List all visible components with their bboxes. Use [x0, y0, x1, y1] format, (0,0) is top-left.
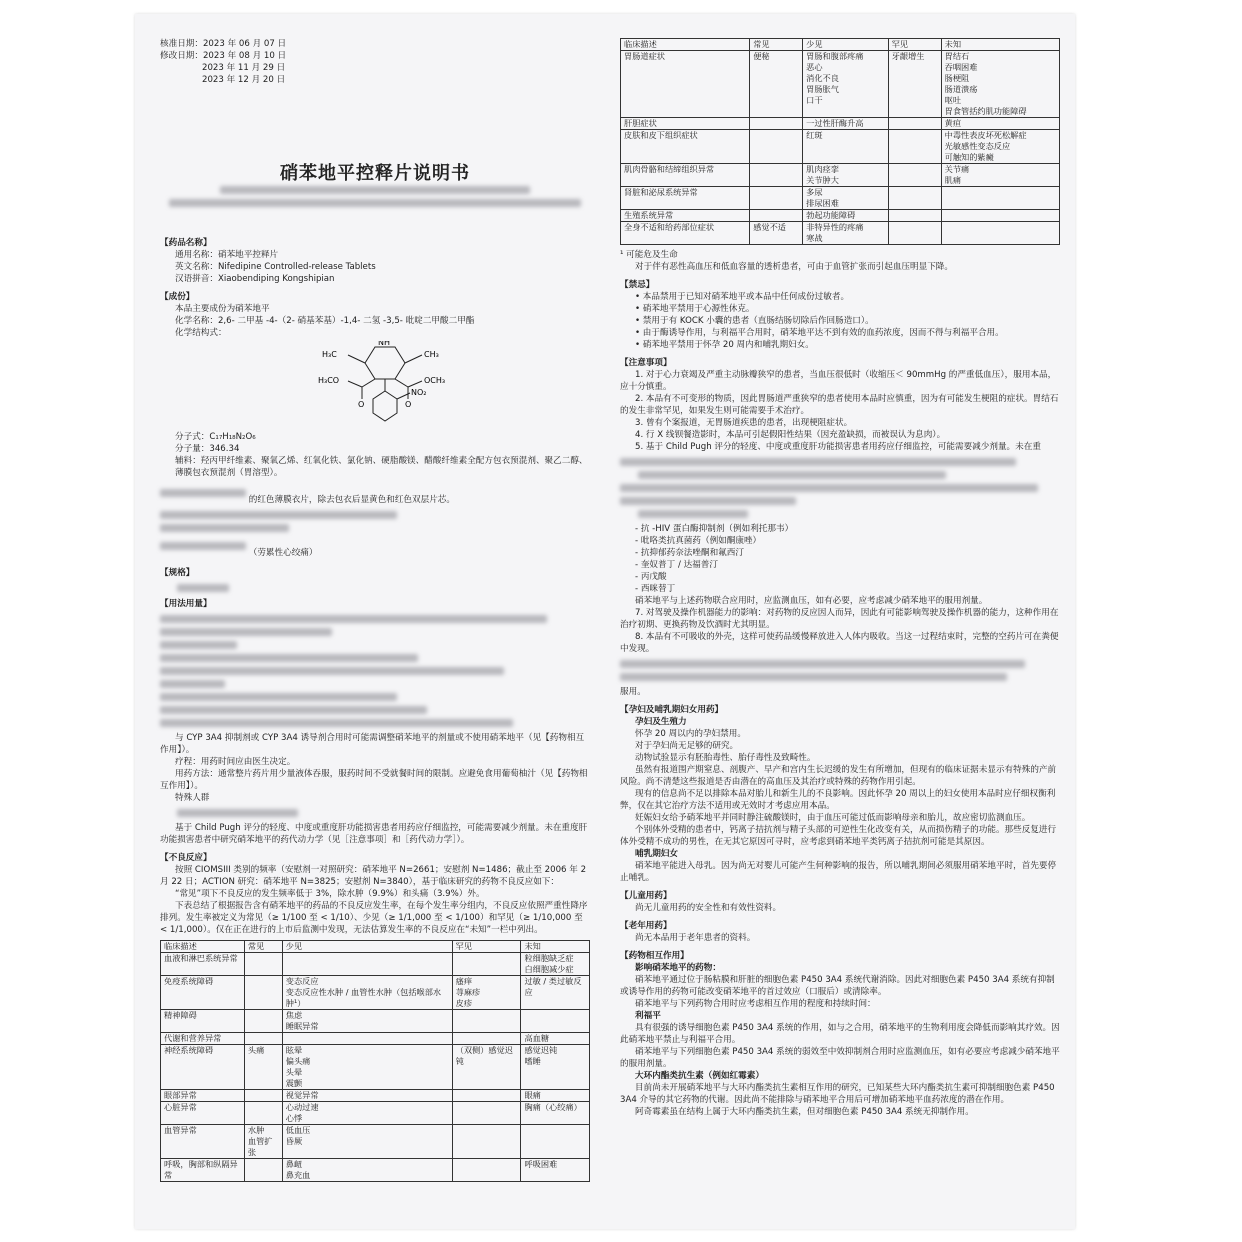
- redacted-text: [620, 673, 1007, 681]
- appearance-text: 的红色薄膜衣片，除去包衣后显黄色和红色双层片芯。: [248, 495, 455, 505]
- table-cell: 胃结石 吞咽困难 肠梗阻 肠道溃疡 呕吐 胃食管括约肌功能障碍: [941, 51, 1059, 118]
- table-cell: 眼痛: [521, 1090, 590, 1102]
- right-column: [620, 38, 1060, 1118]
- table-header-cell: 罕见: [888, 39, 941, 51]
- table-cell: [521, 1125, 590, 1159]
- table-cell: 神经系统障碍: [161, 1045, 245, 1090]
- table-cell: 一过性肝酶升高: [803, 118, 889, 130]
- table-cell: [888, 164, 941, 187]
- precaution-item: 1. 对于心力衰竭及严重主动脉瓣狭窄的患者，当血压很低时（收缩压＜ 90mmHg 的严重低血压），服用本品，应十分慎重。: [620, 370, 1057, 392]
- table-header-cell: 未知: [521, 941, 590, 953]
- ester-left-label: H₃CO: [318, 376, 340, 385]
- table-cell: 过敏 / 类过敏反应: [521, 976, 590, 1010]
- redacted-text: [160, 511, 397, 519]
- redacted-text: [620, 660, 1025, 668]
- table-cell: 胃肠和腹部疼痛 恶心 消化不良 胃肠胀气 口干: [803, 51, 889, 118]
- interactions-line: 硝苯地平与下列药物合用时应考虑相互作用的程度和持续时间：: [635, 999, 876, 1009]
- pinyin-name: 汉语拼音：Xiaobendiping Kongshipian: [175, 274, 335, 284]
- redacted-text: [160, 654, 418, 662]
- excipients: 辅料：羟丙甲纤维素、聚氧乙烯、红氧化铁、氯化钠、硬脂酸镁、醋酸纤维素全配方包衣预混剂、聚乙二醇、薄膜包衣预混剂（胃溶型）。: [175, 456, 588, 478]
- table-cell: [244, 1033, 282, 1045]
- elderly-header: 【老年用药】: [620, 921, 672, 931]
- table-cell: 多尿 排尿困难: [803, 187, 889, 210]
- table-header-cell: 临床描述: [621, 39, 750, 51]
- modified-date: 2023 年 11 月 29 日: [202, 63, 286, 73]
- table-cell: 视觉异常: [282, 1090, 452, 1102]
- pregnancy-line: 动物试验显示有胚胎毒性、胎仔毒性及致畸性。: [635, 753, 816, 763]
- redacted-text: [160, 667, 504, 675]
- table-header-cell: 常见: [750, 39, 803, 51]
- table-cell: （双侧）感觉迟钝: [452, 1045, 521, 1090]
- table-header-cell: 未知: [941, 39, 1059, 51]
- table-cell: 血液和淋巴系统异常: [161, 953, 245, 976]
- usage-header: 【用法用量】: [160, 599, 212, 609]
- table-cell: 肌肉骨骼和结缔组织异常: [621, 164, 750, 187]
- pregnancy-line: 个别体外受精的患者中，钙离子拮抗剂与精子头部的可逆性生化改变有关，从而损伤精子的功能。那些反复进行体外受精不成功的男性，在无其它原因可寻时，应考虑到硝苯地平类钙离子拮抗剂可能是其原因。: [620, 825, 1057, 847]
- ester-right-label: OCH₃: [424, 376, 446, 385]
- usage-line: 与 CYP 3A4 抑制剂或 CYP 3A4 诱导剂合用时可能需调整硝苯地平的剂量或不使用硝苯地平（见【药物相互作用】）。: [160, 733, 585, 755]
- table-cell: 全身不适和给药部位症状: [621, 222, 750, 245]
- generic-name: 通用名称：硝苯地平控释片: [175, 250, 279, 260]
- table-cell: [282, 953, 452, 976]
- redacted-text: [160, 489, 246, 497]
- table-cell: [750, 130, 803, 164]
- table-cell: 焦虑 睡眠异常: [282, 1010, 452, 1033]
- table-cell: 呼吸困难: [521, 1159, 590, 1182]
- table-cell: 中毒性表皮坏死松解症 光敏感性变态反应 可触知的紫癜: [941, 130, 1059, 164]
- table-cell: [888, 222, 941, 245]
- table-cell: [750, 118, 803, 130]
- usage-line: 疗程：用药时间应由医生决定。: [175, 757, 296, 767]
- oxygen-left-label: O: [358, 400, 365, 409]
- usage-line: 用药方法：通常整片药片用少量液体吞服，服药时间不受就餐时间的限制。应避免食用葡萄柚汁（见【药物相互作用】）。: [160, 769, 588, 791]
- methyl-right-label: CH₃: [424, 350, 439, 359]
- precaution-item: 硝苯地平与上述药物联合应用时，应监测血压，如有必要，应考虑减少硝苯地平的服用剂量。: [635, 596, 988, 606]
- table-row: [161, 1090, 590, 1102]
- elderly-text: 尚无本品用于老年患者的资料。: [635, 933, 756, 943]
- oxygen-right-label: O: [405, 400, 412, 409]
- redacted-text: [160, 615, 547, 623]
- contraindication-item: • 本品禁用于已知对硝苯地平或本品中任何成份过敏者。: [635, 292, 850, 302]
- table-cell: [244, 1090, 282, 1102]
- interacting-drug: - 西咪替丁: [635, 584, 676, 594]
- left-column: [160, 38, 590, 1182]
- adverse-intro: 下表总结了根据报告含有硝苯地平的药品的不良反应发生率，在每个发生率分组内，不良反应依照严重性降序排列。发生率被定义为常见（≥ 1/100 至 < 1/10）、少见（≥ 1/1,000 至 < 1/100）和罕见（≥ 1/10,000 至 < 1/1,000）。仅在正在进行的上市后监测中发现，无法估算发生率的不良反应在“未知”一栏中列出。: [160, 901, 588, 935]
- adverse-table-part1: [160, 940, 590, 1182]
- adverse-table-part2: [620, 38, 1060, 245]
- redacted-text: [638, 471, 946, 479]
- table-cell: [888, 210, 941, 222]
- children-header: 【儿童用药】: [620, 891, 672, 901]
- interactions-subheader: 影响硝苯地平的药物：: [635, 963, 721, 973]
- table-cell: [452, 1010, 521, 1033]
- redacted-text: [620, 458, 1016, 466]
- table-cell: [452, 953, 521, 976]
- redacted-text: [177, 584, 229, 592]
- pregnancy-line: 对于孕妇尚无足够的研究。: [635, 741, 739, 751]
- table-row: [161, 953, 590, 976]
- interactions-line: 目前尚未开展硝苯地平与大环内酯类抗生素相互作用的研究，已知某些大环内酯类抗生素可抑制细胞色素 P450 3A4 介导的其它药物的代谢。因此尚不能排除与硝苯地平合用后可增加硝苯地平血药浓度的潜在作用。: [620, 1083, 1055, 1105]
- table-cell: 生殖系统异常: [621, 210, 750, 222]
- revision-dates: [160, 38, 590, 86]
- table-cell: 低血压 昏厥: [282, 1125, 452, 1159]
- molecular-weight: 分子量：346.34: [175, 444, 240, 454]
- contraindication-item: • 由于酶诱导作用，与利福平合用时，硝苯地平达不到有效的血药浓度，因而不得与利福平合用。: [635, 328, 1004, 338]
- redacted-text: [160, 680, 225, 688]
- table-row: [621, 164, 1060, 187]
- table-cell: 牙龈增生: [888, 51, 941, 118]
- table-header-cell: 临床描述: [161, 941, 245, 953]
- table-cell: 精神障碍: [161, 1010, 245, 1033]
- interactions-line: 阿奇霉素虽在结构上属于大环内酯类抗生素，但对细胞色素 P450 3A4 系统无抑制作用。: [635, 1107, 974, 1117]
- redacted-text: [169, 199, 582, 207]
- redacted-text: [160, 641, 237, 649]
- table-row: [161, 1010, 590, 1033]
- table-cell: [244, 976, 282, 1010]
- redacted-text: [160, 706, 427, 714]
- table-cell: 肝胆症状: [621, 118, 750, 130]
- table-cell: [750, 164, 803, 187]
- table-cell: [750, 187, 803, 210]
- pregnancy-header: 【孕妇及哺乳期妇女用药】: [620, 705, 724, 715]
- english-name: 英文名称：Nifedipine Controlled-release Tablets: [175, 262, 376, 272]
- table-cell: 感觉不适: [750, 222, 803, 245]
- table-cell: 红斑: [803, 130, 889, 164]
- adverse-intro: 按照 CIOMSIII 类别的频率（安慰剂一对照研究：硝苯地平 N=2661；安慰剂 N=1486；截止至 2006 年 2 月 22 日；ACTION 研究：硝苯地平 N=3825；安慰剂 N=3840），基于临床研究的药物不良反应如下：: [160, 865, 587, 887]
- table-cell: 眩晕 偏头痛 头晕 震颤: [282, 1045, 452, 1090]
- table-cell: 眼部异常: [161, 1090, 245, 1102]
- table-cell: 非特异性的疼痛 寒战: [803, 222, 889, 245]
- table-cell: [452, 1125, 521, 1159]
- table-cell: [888, 118, 941, 130]
- table-cell: 肌肉痉挛 关节肿大: [803, 164, 889, 187]
- redacted-text: [160, 542, 246, 550]
- table-header-cell: 常见: [244, 941, 282, 953]
- table-header-cell: 罕见: [452, 941, 521, 953]
- pregnancy-line: 虽然有报道围产期窒息、剖腹产、早产和宫内生长迟缓的发生有所增加，但现有的临床证据未显示有特殊的产前风险。尚不清楚这些报道是否由潜在的高血压及其治疗或特殊的药物作用引起。: [620, 765, 1057, 787]
- table-row: [621, 51, 1060, 118]
- contraindication-item: • 禁用于有 KOCK 小囊的患者（直肠结肠切除后作回肠造口）。: [635, 316, 874, 326]
- table-cell: [244, 953, 282, 976]
- interactions-line: 硝苯地平通过位于肠粘膜和肝脏的细胞色素 P450 3A4 系统代谢消除。因此对细胞色素 P450 3A4 系统有抑制或诱导作用的药物可能改变硝苯地平的首过效应（口服后）或清除率。: [620, 975, 1055, 997]
- precautions-header: 【注意事项】: [620, 358, 672, 368]
- interactions-line: 硝苯地平与下列细胞色素 P450 3A4 系统的弱效至中效抑制剂合用时应监测血压，如有必要应考虑减少硝苯地平的服用剂量。: [620, 1047, 1060, 1069]
- adverse-header: 【不良反应】: [160, 853, 212, 863]
- redacted-text: [620, 484, 1038, 492]
- precaution-item: 8. 本品有不可吸收的外壳，这样可使药品缓慢释放进入人体内吸收。当这一过程结束时，完整的空药片可在粪便中发现。: [620, 632, 1059, 654]
- table-row: [621, 118, 1060, 130]
- table-cell: 胸痛（心绞痛）: [521, 1102, 590, 1125]
- table-cell: 代谢和营养异常: [161, 1033, 245, 1045]
- precaution-item: 5. 基于 Child Pugh 评分的轻度、中度或重度肝功能损害患者用药应仔细监控，可能需要减少剂量。未在重: [635, 442, 1041, 452]
- table-cell: 高血糖: [521, 1033, 590, 1045]
- pregnancy-subheader: 孕妇及生殖力: [635, 717, 687, 727]
- table-cell: 免疫系统障碍: [161, 976, 245, 1010]
- table-row: [161, 976, 590, 1010]
- composition-header: 【成份】: [160, 292, 195, 302]
- pregnancy-line: 妊娠妇女给予硝苯地平并同时静注硫酸镁时，由于血压可能过低而影响母亲和胎儿，故应密切监测血压。: [635, 813, 1031, 823]
- table-cell: [282, 1033, 452, 1045]
- methyl-left-label: H₃C: [322, 350, 337, 359]
- table-cell: 瘙痒 荨麻疹 皮疹: [452, 976, 521, 1010]
- table-row: [621, 130, 1060, 164]
- redacted-text: [160, 628, 332, 636]
- main-ingredient: 本品主要成份为硝苯地平: [175, 304, 270, 314]
- table-cell: [452, 1159, 521, 1182]
- nh-label: NH: [378, 341, 390, 347]
- redacted-text: [177, 809, 297, 817]
- table-cell: 便秘: [750, 51, 803, 118]
- approval-date: 核准日期：2023 年 06 月 07 日: [160, 39, 287, 49]
- table-cell: [452, 1102, 521, 1125]
- interacting-drug: - 抗抑郁药奈法唑酮和氟西汀: [635, 548, 744, 558]
- structure-label: 化学结构式：: [175, 328, 227, 338]
- rifampicin-subheader: 利福平: [635, 1011, 661, 1021]
- precaution-item: 7. 对驾驶及操作机器能力的影响：对药物的反应因人而异，因此有可能影响驾驶及操作机器的能力，这种作用在治疗初期、更换药物及饮酒时尤其明显。: [620, 608, 1059, 630]
- table-cell: 鼻衄 鼻充血: [282, 1159, 452, 1182]
- table-cell: [888, 187, 941, 210]
- table-cell: 胃肠道症状: [621, 51, 750, 118]
- table-cell: 呼吸，胸部和纵隔异常: [161, 1159, 245, 1182]
- drug-name-header: 【药品名称】: [160, 238, 212, 248]
- nitro-label: NO₂: [411, 388, 427, 397]
- table-cell: [941, 222, 1059, 245]
- lactation-subheader: 哺乳期妇女: [635, 849, 678, 859]
- indication-text: （劳累性心绞痛）: [248, 548, 318, 558]
- table-footnote: ¹ 可能危及生命: [620, 250, 678, 260]
- table-cell: 头痛: [244, 1045, 282, 1090]
- table-row: [161, 1125, 590, 1159]
- table-cell: [750, 210, 803, 222]
- table-row: [621, 187, 1060, 210]
- table-cell: 黄疸: [941, 118, 1059, 130]
- table-cell: 粒细胞缺乏症 白细胞减少症: [521, 953, 590, 976]
- table-row: [621, 222, 1060, 245]
- table-cell: 感觉迟钝 嗜睡: [521, 1045, 590, 1090]
- table-cell: [941, 187, 1059, 210]
- dialysis-note: 对于伴有恶性高血压和低血容量的透析患者，可由于血管扩张而引起血压明显下降。: [635, 262, 953, 272]
- table-cell: [521, 1010, 590, 1033]
- redacted-text: [638, 510, 748, 518]
- redacted-text: [160, 524, 289, 532]
- table-cell: 变态反应 变态反应性水肿 / 血管性水肿（包括喉部水肿¹）: [282, 976, 452, 1010]
- table-cell: 肾脏和泌尿系统异常: [621, 187, 750, 210]
- interactions-header: 【药物相互作用】: [620, 951, 689, 961]
- adverse-intro: “常见”项下不良反应的发生频率低于 3%，除水肿（9.9%）和头痛（3.9%）外。: [175, 889, 485, 899]
- table-cell: 皮肤和皮下组织症状: [621, 130, 750, 164]
- modified-date: 2023 年 12 月 20 日: [202, 75, 286, 85]
- precaution-tail: 服用。: [620, 687, 646, 697]
- table-cell: [244, 1010, 282, 1033]
- contraindication-item: • 硝苯地平禁用于心源性休克。: [635, 304, 755, 314]
- molecular-formula: 分子式：C₁₇H₁₈N₂O₆: [175, 432, 256, 442]
- table-row: [621, 210, 1060, 222]
- contraindication-item: • 硝苯地平禁用于怀孕 20 周内和哺乳期妇女。: [635, 340, 814, 350]
- table-cell: 水肿 血管扩张: [244, 1125, 282, 1159]
- usage-line: 基于 Child Pugh 评分的轻度、中度或重度肝功能损害患者用药应仔细监控，可能需要减少剂量。未在重度肝功能损害患者中研究硝苯地平的药代动力学（见［注意事项］和［药代动力学］）。: [160, 823, 588, 845]
- document-title: 硝苯地平控释片说明书: [280, 163, 470, 184]
- contraindications-header: 【禁忌】: [620, 280, 655, 290]
- table-cell: 血管异常: [161, 1125, 245, 1159]
- table-header-cell: 少见: [803, 39, 889, 51]
- table-cell: [452, 1033, 521, 1045]
- table-cell: [244, 1159, 282, 1182]
- spec-header: 【规格】: [160, 568, 195, 578]
- table-cell: 勃起功能障碍: [803, 210, 889, 222]
- table-cell: [244, 1102, 282, 1125]
- table-cell: 心脏异常: [161, 1102, 245, 1125]
- table-cell: 关节痛 肌痛: [941, 164, 1059, 187]
- pregnancy-line: 现有的信息尚不足以排除本品对胎儿和新生儿的不良影响。因此怀孕 20 周以上的妇女使用本品时应仔细权衡利弊，仅在其它治疗方法不适用或无效时才考虑应用本品。: [620, 789, 1056, 811]
- nifedipine-structure-diagram: [300, 341, 500, 427]
- modified-date: 修改日期：2023 年 08 月 10 日: [160, 51, 287, 61]
- usage-line: 特殊人群: [175, 793, 210, 803]
- precaution-item: 4. 行 X 线钡餐造影时，本品可引起假阳性结果（因充盈缺损，而被误认为息肉）。: [635, 430, 946, 440]
- chemical-structure: [300, 341, 500, 427]
- precaution-item: 3. 曾有个案报道，无胃肠道疾患的患者，出现梗阻症状。: [635, 418, 853, 428]
- pregnancy-line: 怀孕 20 周以内的孕妇禁用。: [635, 729, 746, 739]
- interacting-drug: - 吡咯类抗真菌药（例如酮康唑）: [635, 536, 762, 546]
- interacting-drug: - 奎奴普丁 / 达福普汀: [635, 560, 718, 570]
- redacted-text: [620, 497, 796, 505]
- table-cell: 心动过速 心悸: [282, 1102, 452, 1125]
- interacting-drug: - 抗 -HIV 蛋白酶抑制剂（例如利托那韦）: [635, 524, 794, 534]
- table-header-cell: 少见: [282, 941, 452, 953]
- redacted-text: [160, 719, 513, 727]
- redacted-text: [160, 693, 397, 701]
- redacted-text: [220, 186, 530, 194]
- table-cell: [888, 130, 941, 164]
- lactation-text: 硝苯地平能进入母乳。因为尚无对婴儿可能产生何种影响的报告，所以哺乳期间必须服用硝苯地平时，首先要停止哺乳。: [620, 861, 1057, 883]
- table-row: [161, 1033, 590, 1045]
- macrolide-subheader: 大环内酯类抗生素（例如红霉素）: [635, 1071, 764, 1081]
- interacting-drug: - 丙戊酸: [635, 572, 667, 582]
- table-row: [161, 1102, 590, 1125]
- table-cell: [452, 1090, 521, 1102]
- table-row: [161, 1159, 590, 1182]
- interactions-line: 具有很强的诱导细胞色素 P450 3A4 系统的作用，如与之合用，硝苯地平的生物利用度会降低而影响其疗效。因此硝苯地平禁止与利福平合用。: [620, 1023, 1060, 1045]
- chemical-name: 化学名称：2,6- 二甲基 -4-（2- 硝基苯基）-1,4- 二氢 -3,5- 吡啶二甲酸二甲酯: [175, 316, 475, 326]
- precaution-item: 2. 本品有不可变形的物质，因此胃肠道严重狭窄的患者使用本品时应慎重，因为有可能发生梗阻的症状。胃结石的发生非常罕见，如果发生则可能需要手术治疗。: [620, 394, 1059, 416]
- table-row: [161, 1045, 590, 1090]
- children-text: 尚无儿童用药的安全性和有效性资料。: [635, 903, 782, 913]
- table-cell: [941, 210, 1059, 222]
